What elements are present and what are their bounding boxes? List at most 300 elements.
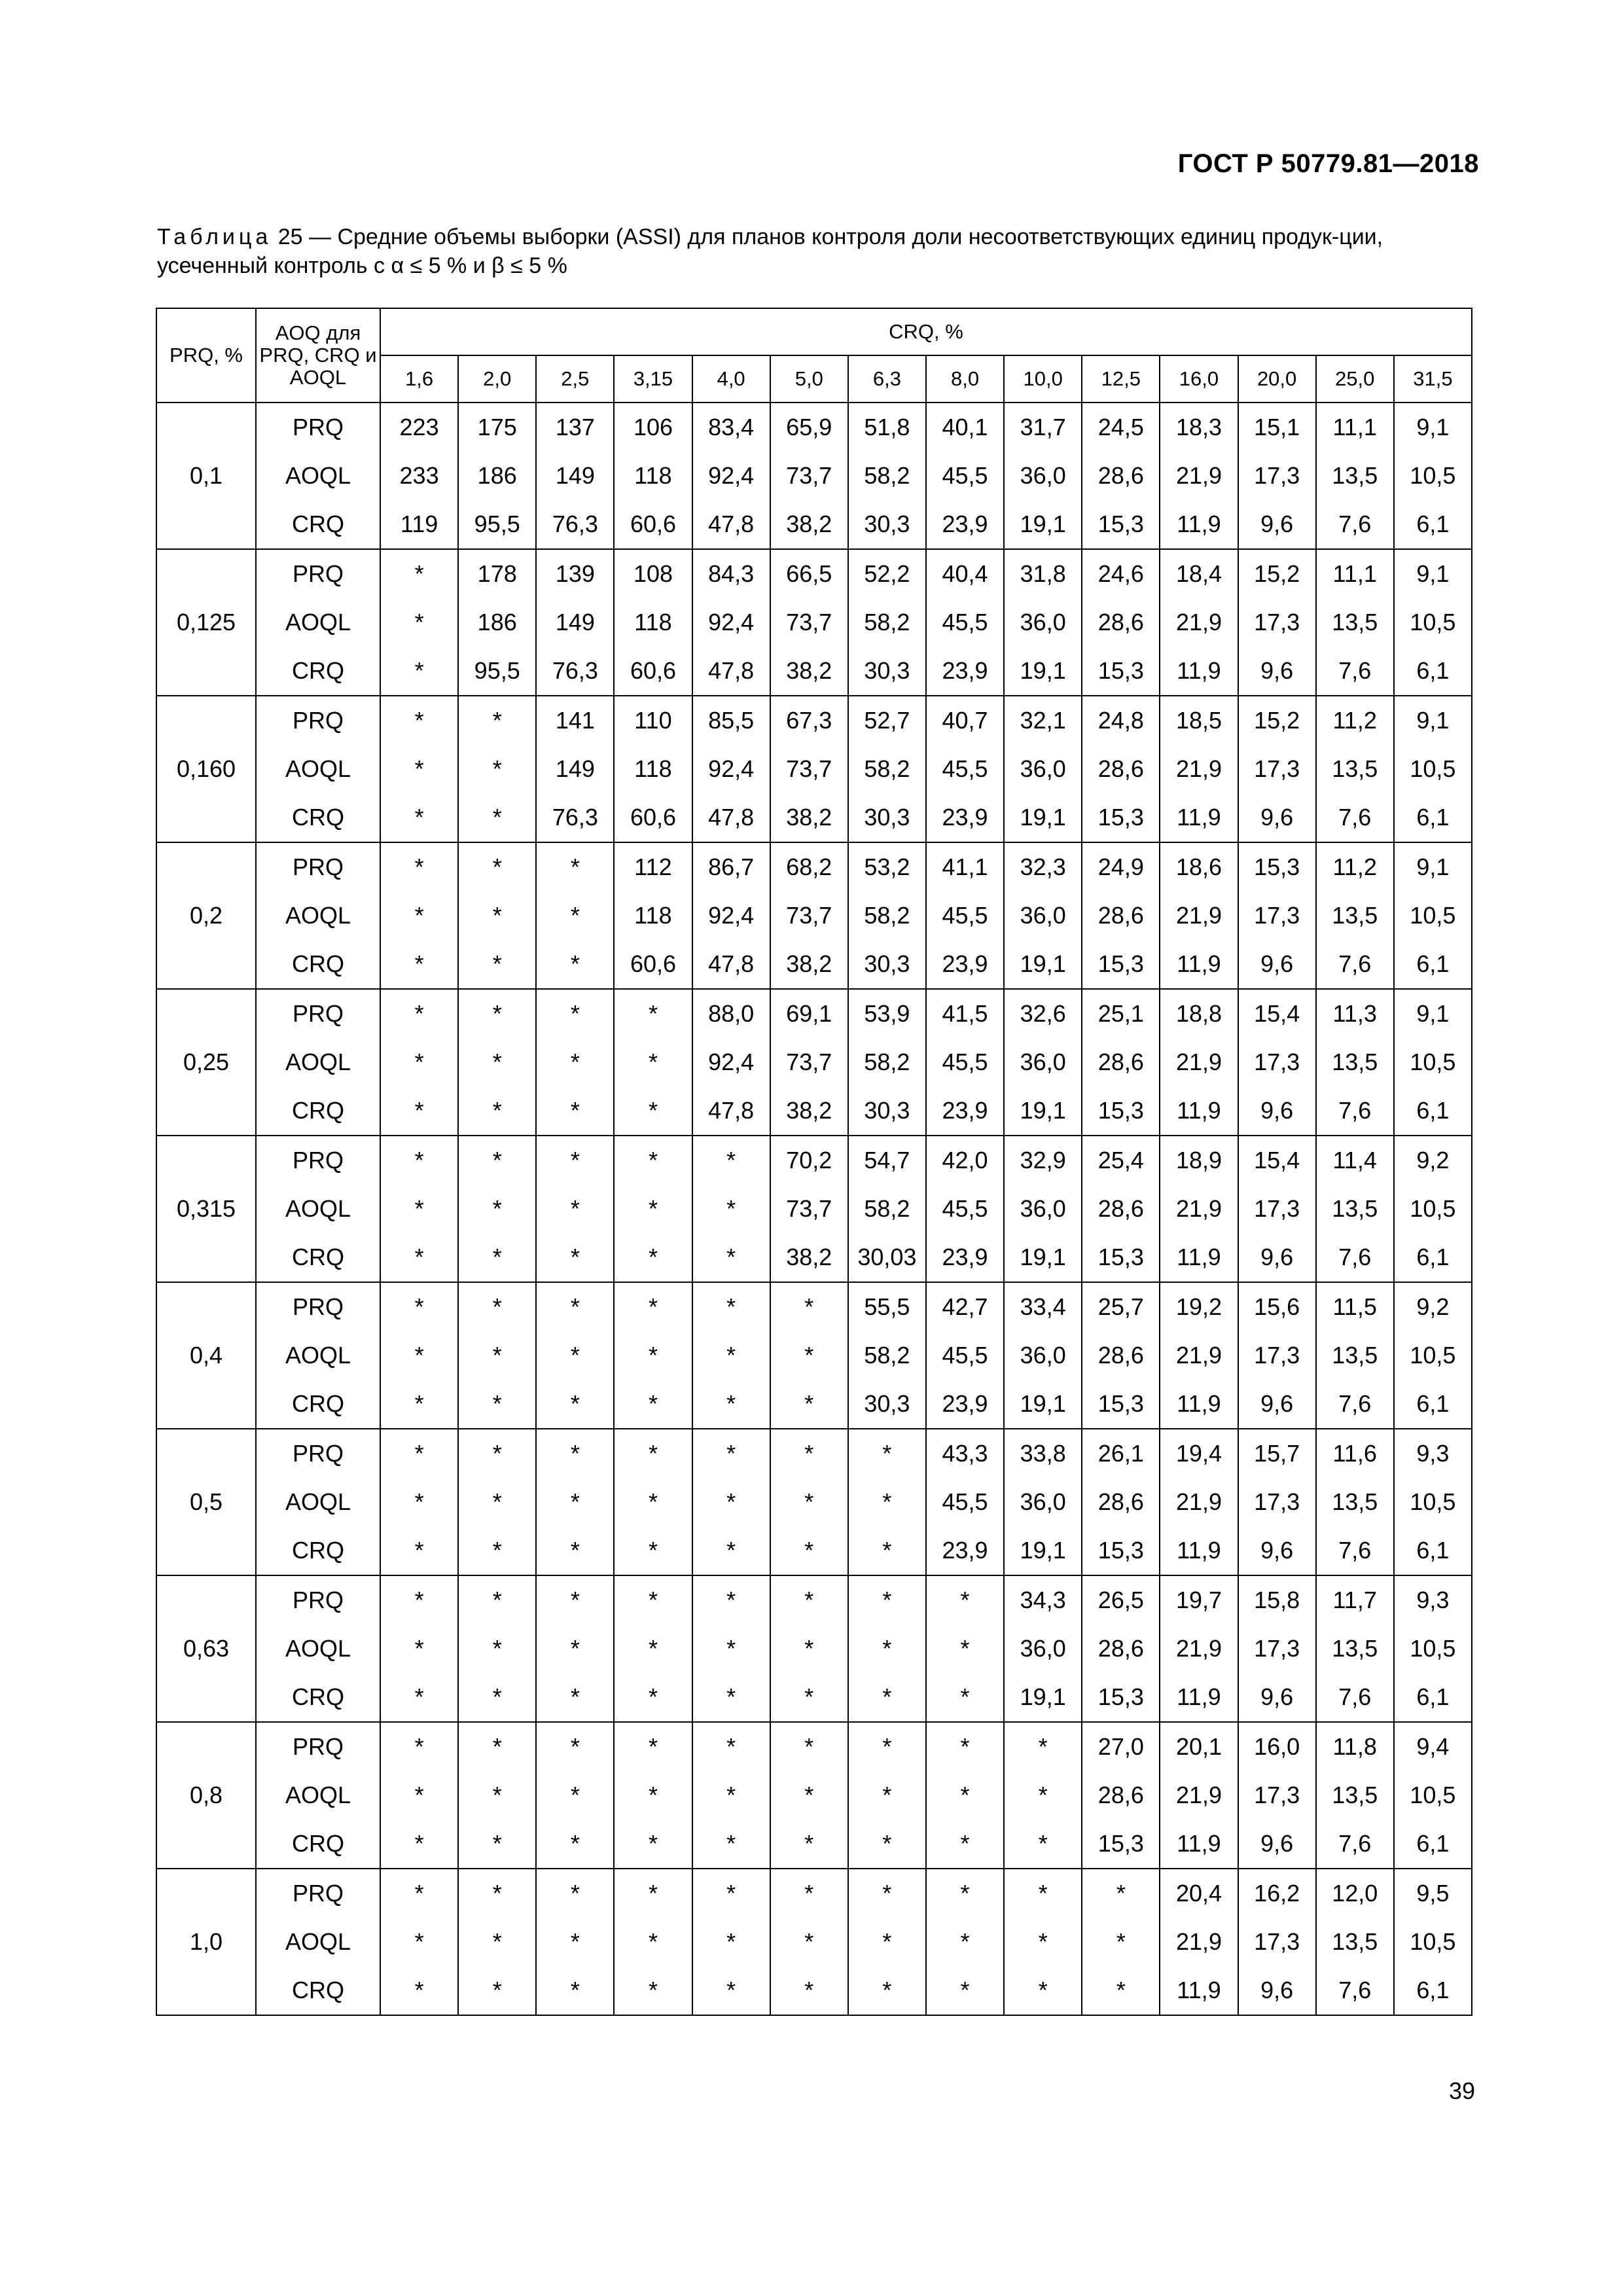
table-cell: 11,8 — [1316, 1722, 1394, 1771]
table-cell: * — [692, 1918, 770, 1966]
table-cell: * — [614, 1673, 692, 1722]
crq-group-header: CRQ, % — [380, 308, 1472, 355]
table-cell: * — [614, 1771, 692, 1820]
table-cell: 45,5 — [926, 891, 1004, 940]
prq-group-cell: 0,160 — [156, 696, 256, 842]
table-cell: 13,5 — [1316, 1478, 1394, 1526]
row-label-cell: CRQ — [256, 1820, 380, 1869]
table-cell: 26,5 — [1082, 1575, 1160, 1624]
table-cell: 119 — [380, 500, 458, 549]
table-cell: 15,7 — [1238, 1429, 1316, 1478]
table-cell: 54,7 — [848, 1136, 926, 1185]
table-cell: 9,6 — [1238, 793, 1316, 842]
table-cell: 19,1 — [1004, 940, 1082, 989]
crq-header-cell: 3,15 — [614, 355, 692, 403]
table-cell: 11,1 — [1316, 403, 1394, 452]
table-cell: * — [770, 1771, 848, 1820]
table-cell: 112 — [614, 842, 692, 891]
table-cell: * — [1004, 1771, 1082, 1820]
table-cell: * — [458, 1478, 536, 1526]
table-cell: 7,6 — [1316, 1380, 1394, 1429]
table-cell: * — [380, 1331, 458, 1380]
table-cell: 9,2 — [1394, 1136, 1472, 1185]
table-cell: * — [536, 1624, 614, 1673]
table-cell: 95,5 — [458, 500, 536, 549]
table-cell: 19,1 — [1004, 1380, 1082, 1429]
table-cell: * — [536, 1282, 614, 1331]
table-cell: * — [458, 745, 536, 793]
table-cell: * — [692, 1771, 770, 1820]
table-cell: 108 — [614, 549, 692, 598]
table-cell: * — [770, 1966, 848, 2015]
table-cell: 15,2 — [1238, 549, 1316, 598]
row-label-cell: PRQ — [256, 1722, 380, 1771]
table-row — [156, 696, 1472, 745]
table-cell: * — [536, 1966, 614, 2015]
table-cell: * — [614, 1038, 692, 1086]
table-cell: * — [380, 989, 458, 1038]
table-cell: 28,6 — [1082, 891, 1160, 940]
table-cell: * — [380, 1478, 458, 1526]
table-cell: 7,6 — [1316, 1233, 1394, 1282]
table-cell: 19,1 — [1004, 500, 1082, 549]
table-cell: 9,6 — [1238, 1526, 1316, 1575]
table-cell: 73,7 — [770, 745, 848, 793]
table-cell: 47,8 — [692, 500, 770, 549]
table-cell: * — [380, 1722, 458, 1771]
table-cell: * — [458, 1624, 536, 1673]
row-label-cell: AOQL — [256, 1918, 380, 1966]
table-cell: 17,3 — [1238, 1624, 1316, 1673]
table-row — [156, 403, 1472, 452]
table-cell: * — [380, 1966, 458, 2015]
table-cell: * — [458, 1673, 536, 1722]
table-cell: 18,5 — [1160, 696, 1238, 745]
crq-header-cell: 10,0 — [1004, 355, 1082, 403]
table-cell: 21,9 — [1160, 1331, 1238, 1380]
table-cell: * — [536, 1038, 614, 1086]
row-label-cell: PRQ — [256, 696, 380, 745]
table-cell: 42,7 — [926, 1282, 1004, 1331]
table-cell: 28,6 — [1082, 1038, 1160, 1086]
table-cell: * — [692, 1331, 770, 1380]
table-cell: * — [770, 1575, 848, 1624]
table-cell: 18,9 — [1160, 1136, 1238, 1185]
table-header — [156, 308, 1472, 403]
table-cell: 10,5 — [1394, 1478, 1472, 1526]
table-cell: 6,1 — [1394, 793, 1472, 842]
table-cell: 36,0 — [1004, 891, 1082, 940]
table-cell: * — [536, 842, 614, 891]
table-row — [156, 1966, 1472, 2015]
caption-text: 25 — Средние объемы выборки (ASSI) для планов контроля доли несоответствующих единиц продук-ции, усеченный контроль с α ≤ 5 % и β ≤ 5 % — [157, 224, 1383, 278]
table-cell: 36,0 — [1004, 1331, 1082, 1380]
table-cell: * — [536, 1331, 614, 1380]
table-cell: 41,1 — [926, 842, 1004, 891]
row-label-cell: AOQL — [256, 891, 380, 940]
table-cell: * — [848, 1624, 926, 1673]
table-cell: * — [458, 1526, 536, 1575]
row-label-cell: AOQL — [256, 452, 380, 500]
table-cell: * — [848, 1869, 926, 1918]
table-cell: 45,5 — [926, 1478, 1004, 1526]
crq-header-cell: 5,0 — [770, 355, 848, 403]
table-cell: 21,9 — [1160, 1185, 1238, 1233]
table-cell: * — [458, 1966, 536, 2015]
prq-group-cell: 1,0 — [156, 1869, 256, 2015]
table-cell: 13,5 — [1316, 891, 1394, 940]
table-cell: 139 — [536, 549, 614, 598]
table-cell: * — [458, 1575, 536, 1624]
table-cell: * — [614, 1185, 692, 1233]
table-cell: 21,9 — [1160, 1918, 1238, 1966]
table-cell: 11,2 — [1316, 696, 1394, 745]
table-cell: 15,3 — [1082, 647, 1160, 696]
table-cell: * — [926, 1966, 1004, 2015]
table-cell: * — [458, 1918, 536, 1966]
table-cell: 38,2 — [770, 1233, 848, 1282]
table-cell: * — [692, 1869, 770, 1918]
prq-group-cell: 0,315 — [156, 1136, 256, 1282]
table-cell: * — [380, 1918, 458, 1966]
table-cell: 15,2 — [1238, 696, 1316, 745]
table-cell: 15,4 — [1238, 1136, 1316, 1185]
row-label-cell: PRQ — [256, 1429, 380, 1478]
table-cell: * — [1082, 1918, 1160, 1966]
table-cell: * — [458, 1380, 536, 1429]
prq-group-cell: 0,125 — [156, 549, 256, 696]
table-cell: 36,0 — [1004, 1478, 1082, 1526]
table-cell: 70,2 — [770, 1136, 848, 1185]
table-cell: 118 — [614, 891, 692, 940]
table-row — [156, 549, 1472, 598]
table-row — [156, 1478, 1472, 1526]
table-cell: 40,1 — [926, 403, 1004, 452]
table-row — [156, 647, 1472, 696]
table-cell: * — [536, 1380, 614, 1429]
table-row — [156, 1185, 1472, 1233]
row-label-cell: PRQ — [256, 842, 380, 891]
table-cell: * — [458, 1282, 536, 1331]
table-cell: * — [380, 940, 458, 989]
table-cell: 58,2 — [848, 1038, 926, 1086]
table-cell: 36,0 — [1004, 598, 1082, 647]
table-cell: * — [692, 1185, 770, 1233]
table-cell: 28,6 — [1082, 1624, 1160, 1673]
table-cell: 60,6 — [614, 793, 692, 842]
row-label-cell: CRQ — [256, 1673, 380, 1722]
table-cell: * — [458, 891, 536, 940]
table-cell: 118 — [614, 598, 692, 647]
table-cell: 47,8 — [692, 1086, 770, 1136]
table-cell: 149 — [536, 745, 614, 793]
table-cell: * — [770, 1282, 848, 1331]
table-cell: 15,4 — [1238, 989, 1316, 1038]
table-cell: 19,1 — [1004, 1233, 1082, 1282]
row-label-cell: AOQL — [256, 1478, 380, 1526]
row-label-cell: CRQ — [256, 1380, 380, 1429]
table-cell: 19,1 — [1004, 1526, 1082, 1575]
row-label-cell: PRQ — [256, 1282, 380, 1331]
table-container — [156, 308, 1472, 2016]
table-cell: 18,4 — [1160, 549, 1238, 598]
table-cell: 11,6 — [1316, 1429, 1394, 1478]
table-cell: 92,4 — [692, 745, 770, 793]
table-cell: 9,1 — [1394, 989, 1472, 1038]
table-cell: 45,5 — [926, 745, 1004, 793]
table-cell: 15,1 — [1238, 403, 1316, 452]
table-cell: 11,9 — [1160, 1380, 1238, 1429]
table-row — [156, 891, 1472, 940]
table-cell: * — [848, 1478, 926, 1526]
table-row — [156, 989, 1472, 1038]
table-cell: * — [848, 1820, 926, 1869]
table-cell: 86,7 — [692, 842, 770, 891]
table-row — [156, 1429, 1472, 1478]
table-row — [156, 1233, 1472, 1282]
table-cell: 15,3 — [1082, 500, 1160, 549]
table-cell: * — [614, 1282, 692, 1331]
table-cell: 21,9 — [1160, 745, 1238, 793]
table-cell: 6,1 — [1394, 1233, 1472, 1282]
table-cell: 10,5 — [1394, 598, 1472, 647]
table-cell: 9,2 — [1394, 1282, 1472, 1331]
table-cell: 110 — [614, 696, 692, 745]
table-cell: 21,9 — [1160, 1038, 1238, 1086]
table-cell: * — [692, 1380, 770, 1429]
table-cell: * — [458, 842, 536, 891]
table-row — [156, 1722, 1472, 1771]
table-cell: 53,2 — [848, 842, 926, 891]
table-cell: 7,6 — [1316, 940, 1394, 989]
table-cell: 21,9 — [1160, 1771, 1238, 1820]
table-cell: * — [536, 1820, 614, 1869]
table-cell: 175 — [458, 403, 536, 452]
table-cell: * — [614, 1722, 692, 1771]
table-cell: * — [536, 940, 614, 989]
table-cell: 223 — [380, 403, 458, 452]
row-label-cell: CRQ — [256, 793, 380, 842]
table-cell: * — [926, 1771, 1004, 1820]
table-cell: 58,2 — [848, 891, 926, 940]
table-cell: * — [848, 1918, 926, 1966]
table-row — [156, 842, 1472, 891]
table-cell: * — [536, 1478, 614, 1526]
table-cell: 10,5 — [1394, 891, 1472, 940]
table-cell: * — [770, 1380, 848, 1429]
table-cell: * — [380, 1282, 458, 1331]
table-cell: 23,9 — [926, 1380, 1004, 1429]
table-cell: 13,5 — [1316, 598, 1394, 647]
table-row — [156, 1136, 1472, 1185]
table-cell: 11,9 — [1160, 1820, 1238, 1869]
prq-column-header: PRQ, % — [156, 308, 256, 403]
table-cell: 12,0 — [1316, 1869, 1394, 1918]
table-cell: 40,7 — [926, 696, 1004, 745]
table-cell: 24,5 — [1082, 403, 1160, 452]
table-cell: 33,8 — [1004, 1429, 1082, 1478]
table-cell: 7,6 — [1316, 1086, 1394, 1136]
table-cell: 15,3 — [1238, 842, 1316, 891]
table-cell: * — [458, 1429, 536, 1478]
table-cell: 9,6 — [1238, 1966, 1316, 2015]
table-cell: 73,7 — [770, 452, 848, 500]
table-cell: 7,6 — [1316, 500, 1394, 549]
table-cell: * — [536, 891, 614, 940]
table-cell: * — [1004, 1820, 1082, 1869]
table-cell: * — [848, 1673, 926, 1722]
table-cell: 11,2 — [1316, 842, 1394, 891]
table-cell: 19,7 — [1160, 1575, 1238, 1624]
table-cell: 30,3 — [848, 1380, 926, 1429]
table-cell: * — [458, 1869, 536, 1918]
table-cell: 18,3 — [1160, 403, 1238, 452]
table-cell: * — [692, 1966, 770, 2015]
table-cell: 47,8 — [692, 793, 770, 842]
table-cell: 31,7 — [1004, 403, 1082, 452]
table-cell: 76,3 — [536, 647, 614, 696]
table-cell: 21,9 — [1160, 1624, 1238, 1673]
table-cell: * — [380, 891, 458, 940]
table-cell: * — [692, 1478, 770, 1526]
table-cell: 45,5 — [926, 598, 1004, 647]
crq-header-cell: 8,0 — [926, 355, 1004, 403]
table-cell: * — [380, 696, 458, 745]
table-cell: * — [458, 696, 536, 745]
table-cell: * — [380, 842, 458, 891]
table-cell: * — [926, 1673, 1004, 1722]
table-cell: 83,4 — [692, 403, 770, 452]
table-cell: * — [380, 1136, 458, 1185]
table-cell: * — [1004, 1722, 1082, 1771]
table-row — [156, 1331, 1472, 1380]
table-cell: * — [614, 1429, 692, 1478]
prq-group-cell: 0,25 — [156, 989, 256, 1136]
table-cell: 6,1 — [1394, 1966, 1472, 2015]
table-cell: 28,6 — [1082, 598, 1160, 647]
table-cell: 92,4 — [692, 1038, 770, 1086]
table-cell: * — [536, 1869, 614, 1918]
table-cell: 13,5 — [1316, 1624, 1394, 1673]
table-cell: * — [614, 1478, 692, 1526]
crq-header-cell: 20,0 — [1238, 355, 1316, 403]
table-cell: 15,3 — [1082, 940, 1160, 989]
table-row — [156, 1086, 1472, 1136]
table-cell: 23,9 — [926, 793, 1004, 842]
table-cell: 27,0 — [1082, 1722, 1160, 1771]
table-cell: 36,0 — [1004, 1624, 1082, 1673]
crq-header-cell: 12,5 — [1082, 355, 1160, 403]
table-cell: * — [458, 1038, 536, 1086]
table-cell: 15,3 — [1082, 1526, 1160, 1575]
table-cell: 58,2 — [848, 1185, 926, 1233]
table-cell: * — [926, 1918, 1004, 1966]
table-cell: 9,1 — [1394, 549, 1472, 598]
table-row — [156, 1575, 1472, 1624]
table-cell: 45,5 — [926, 1331, 1004, 1380]
table-cell: 13,5 — [1316, 745, 1394, 793]
table-cell: 11,5 — [1316, 1282, 1394, 1331]
table-cell: * — [536, 1575, 614, 1624]
table-cell: 32,3 — [1004, 842, 1082, 891]
table-cell: * — [770, 1331, 848, 1380]
table-cell: 38,2 — [770, 1086, 848, 1136]
table-cell: 41,5 — [926, 989, 1004, 1038]
table-cell: 19,4 — [1160, 1429, 1238, 1478]
aoq-column-header: AOQ для PRQ, CRQ и AOQL — [256, 308, 380, 403]
table-cell: 106 — [614, 403, 692, 452]
table-cell: * — [614, 1966, 692, 2015]
table-cell: 9,6 — [1238, 500, 1316, 549]
page-number: 39 — [1448, 2077, 1475, 2104]
table-cell: * — [536, 1086, 614, 1136]
table-row — [156, 1771, 1472, 1820]
row-label-cell: AOQL — [256, 745, 380, 793]
table-cell: 13,5 — [1316, 1331, 1394, 1380]
table-cell: 73,7 — [770, 891, 848, 940]
table-cell: 11,3 — [1316, 989, 1394, 1038]
table-cell: * — [926, 1869, 1004, 1918]
table-cell: * — [692, 1136, 770, 1185]
row-label-cell: AOQL — [256, 1771, 380, 1820]
table-cell: * — [770, 1624, 848, 1673]
table-row — [156, 1526, 1472, 1575]
table-cell: 13,5 — [1316, 1918, 1394, 1966]
table-cell: 17,3 — [1238, 1038, 1316, 1086]
table-cell: 11,9 — [1160, 1673, 1238, 1722]
table-cell: 58,2 — [848, 1331, 926, 1380]
table-cell: * — [380, 1086, 458, 1136]
table-cell: 19,1 — [1004, 793, 1082, 842]
crq-header-cell: 25,0 — [1316, 355, 1394, 403]
table-cell: 23,9 — [926, 1086, 1004, 1136]
table-cell: * — [614, 989, 692, 1038]
row-label-cell: CRQ — [256, 1526, 380, 1575]
table-cell: 15,3 — [1082, 1380, 1160, 1429]
table-cell: * — [848, 1575, 926, 1624]
table-row — [156, 1869, 1472, 1918]
table-cell: 7,6 — [1316, 1820, 1394, 1869]
table-cell: 52,2 — [848, 549, 926, 598]
table-cell: * — [380, 1624, 458, 1673]
table-cell: 9,6 — [1238, 647, 1316, 696]
table-cell: * — [692, 1429, 770, 1478]
table-cell: 45,5 — [926, 1038, 1004, 1086]
table-cell: 40,4 — [926, 549, 1004, 598]
table-cell: 23,9 — [926, 1233, 1004, 1282]
table-cell: 69,1 — [770, 989, 848, 1038]
table-cell: 19,1 — [1004, 1673, 1082, 1722]
prq-group-cell: 0,5 — [156, 1429, 256, 1575]
table-cell: 43,3 — [926, 1429, 1004, 1478]
table-cell: 95,5 — [458, 647, 536, 696]
crq-header-cell: 2,5 — [536, 355, 614, 403]
table-cell: 21,9 — [1160, 452, 1238, 500]
table-cell: * — [770, 1429, 848, 1478]
table-cell: * — [770, 1722, 848, 1771]
table-cell: 11,9 — [1160, 500, 1238, 549]
table-cell: * — [536, 1722, 614, 1771]
table-cell: * — [770, 1918, 848, 1966]
table-row — [156, 1038, 1472, 1086]
table-cell: 7,6 — [1316, 1526, 1394, 1575]
table-cell: 20,4 — [1160, 1869, 1238, 1918]
table-cell: 15,6 — [1238, 1282, 1316, 1331]
table-cell: * — [770, 1526, 848, 1575]
table-cell: 6,1 — [1394, 1086, 1472, 1136]
table-cell: 58,2 — [848, 452, 926, 500]
table-cell: 15,3 — [1082, 1820, 1160, 1869]
